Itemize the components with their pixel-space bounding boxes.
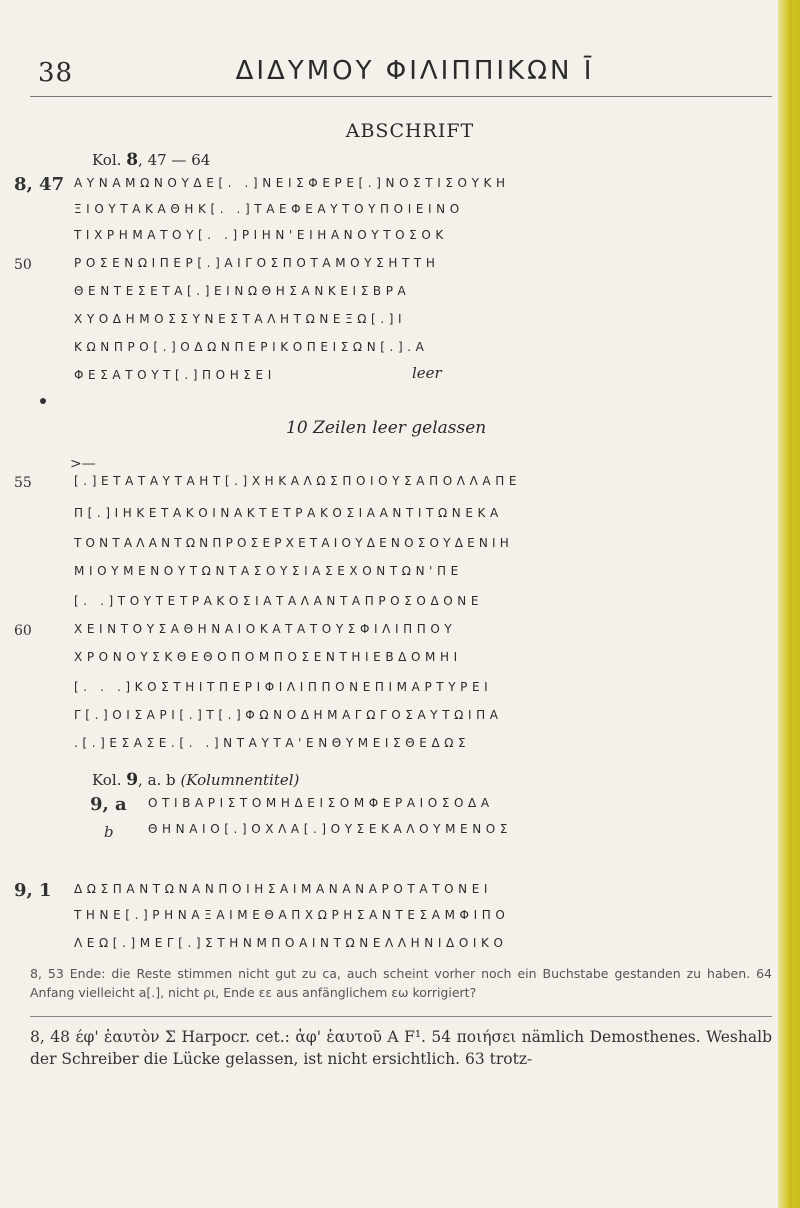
line-number: 8, 47: [14, 174, 65, 195]
transcript-line: [0, 906, 800, 930]
transcript-line: [0, 366, 800, 390]
insertion-arrow-icon: >—: [70, 456, 96, 472]
kol8-heading: [92, 150, 210, 170]
transcript-line: [0, 200, 800, 224]
transcript-line: [0, 472, 800, 496]
line-text: Π[.]ΙΗΚΕΤΑΚΟΙΝΑΚΤΕΤΡΑΚΟΣΙΑΑΝΤΙΤΩΝΕΚΑ: [74, 506, 503, 520]
section-title: ABSCHRIFT: [345, 120, 475, 142]
kol9-number: 9: [126, 770, 139, 790]
line-text: ΤΗΝΕ[.]ΡΗΝΑΞΑΙΜΕΘΑΠΧΩΡΗΣΑΝΤΕΣΑΜΦΙΠΟ: [74, 908, 510, 922]
header-rule: [30, 96, 772, 97]
transcript-line: [0, 592, 800, 616]
line-number: b: [104, 823, 114, 841]
line-text: ΟΤΙΒΑΡΙΣΤΟΜΗΔΕΙΣΟΜΦΕΡΑΙΟΣΟΔΑ: [148, 796, 494, 810]
transcript-line: [0, 706, 800, 730]
line-text: ΘΕΝΤΕΣΕΤΑ[.]ΕΙΝΩΘΗΣΑΝΚΕΙΣΒΡΑ: [74, 284, 411, 298]
page-header: [30, 54, 772, 94]
line-number: 50: [14, 257, 32, 273]
transcript-line: [0, 534, 800, 558]
line-text: ΤΟΝΤΑΛΑΝΤΩΝΠΡΟΣΕΡΧΕΤΑΙΟΥΔΕΝΟΣΟΥΔΕΝΙΗ: [74, 536, 514, 550]
line-text: ΧΕΙΝΤΟΥΣΑΘΗΝΑΙΟΚΑΤΑΤΟΥΣΦΙΛΙΠΠΟΥ: [74, 622, 457, 636]
line-text: ΚΩΝΠΡΟ[.]ΟΔΩΝΠΕΡΙΚΟΠΕΙΣΩΝ[.].Α: [74, 340, 429, 354]
leer-annotation: leer: [412, 364, 442, 382]
commentary-text: 8, 48 έφ' ἑαυτὸν Σ Harpocr. cet.: ἀφ' ἑαυτοῦ A F¹. 54 ποιήσει nämlich Demosthenes. Weshalb der Schreiber die Lücke gelassen, ist nicht ersichtlich. 63 trotz-: [30, 1028, 772, 1068]
transcript-line: [0, 934, 800, 958]
kol9-prefix: Kol.: [92, 771, 122, 789]
transcript-line: [0, 504, 800, 528]
transcript-line: [0, 310, 800, 334]
line-number: 55: [14, 475, 32, 491]
transcript-line: [0, 338, 800, 362]
line-text: ΜΙΟΥΜΕΝΟΥΤΩΝΤΑΣΟΥΣΙΑΣΕΧΟΝΤΩΝ'ΠΕ: [74, 564, 463, 578]
line-text: ΔΩΣΠΑΝΤΩΝΑΝΠΟΙΗΣΑΙΜΑΝΑΝΑΡΟΤΑΤΟΝΕΙ: [74, 882, 493, 896]
gap-note: 10 Zeilen leer gelassen: [286, 418, 487, 438]
line-text: [. . .]ΚΟΣΤΗΙΤΠΕΡΙΦΙΛΙΠΠΟΝΕΠΙΜΑΡΤΥΡΕΙ: [74, 680, 493, 694]
line-text: [. .]ΤΟΥΤΕΤΡΑΚΟΣΙΑΤΑΛΑΝΤΑΠΡΟΣΟΔΟΝΕ: [74, 594, 484, 608]
line-text: ΞΙΟΥΤΑΚΑΘΗΚ[. .]ΤΑΕΦΕΑΥΤΟΥΠΟΙΕΙΝΟ: [74, 202, 464, 216]
running-title: ΔΙΔΥΜΟΥ ΦΙΛΙΠΠΙΚΩΝ Ī: [235, 56, 595, 86]
line-text: .[.]ΕΣΑΣΕ.[. .]ΝΤΑΥΤΑ'ΕΝΘΥΜΕΙΣΘΕΔΩΣ: [74, 736, 471, 750]
apparatus-rule: [30, 1016, 772, 1017]
line-text: ΦΕΣΑΤΟΥΤ[.]ΠΟΗΣΕΙ: [74, 368, 276, 382]
kol9-mid: , a. b: [138, 771, 176, 789]
page-number: 38: [38, 58, 74, 88]
transcript-line: [0, 880, 800, 904]
line-number: 9, a: [90, 794, 127, 815]
line-text: ΡΟΣΕΝΩΙΠΕΡ[.]ΑΙΓΟΣΠΟΤΑΜΟΥΣΗΤΤΗ: [74, 256, 440, 270]
transcript-line: [0, 820, 800, 844]
kol9-heading: [92, 770, 299, 790]
line-text: ΘΗΝΑΙΟ[.]ΟΧΛΑ[.]ΟΥΣΕΚΑΛΟΥΜΕΝΟΣ: [148, 822, 513, 836]
line-text: ΧΡΟΝΟΥΣΚΘΕΘΟΠΟΜΠΟΣΕΝΤΗΙΕΒΔΟΜΗΙ: [74, 650, 462, 664]
line-text: ΧΥΟΔΗΜΟΣΣΥΝΕΣΤΑΛΗΤΩΝΕΞΩ[.]Ι: [74, 312, 407, 326]
line-text: Γ[.]ΟΙΣΑΡΙ[.]Τ[.]ΦΩΝΟΔΗΜΑΓΩΓΟΣΑΥΤΩΙΠΑ: [74, 708, 503, 722]
line-number: 9, 1: [14, 880, 52, 901]
transcript-line: [0, 678, 800, 702]
transcript-line: [0, 226, 800, 250]
transcript-line: [0, 282, 800, 306]
apparatus-note: 8, 53 Ende: die Reste stimmen nicht gut zu ca, auch scheint vorher noch ein Buchstabe gestanden zu haben. 64 Anfang vielleicht a[.], nicht ρι, Ende εε aus anfänglichem εω korrigiert?: [30, 966, 772, 1000]
line-text: [.]ΕΤΑΤΑΥΤΑΗΤ[.]ΧΗΚΑΛΩΣΠΟΙΟΥΣΑΠΟΛΛΑΠΕ: [74, 474, 521, 488]
kol9-column-title: (Kolumnentitel): [180, 771, 300, 789]
kol8-range: , 47 — 64: [138, 151, 211, 169]
bullet-mark: [40, 398, 46, 404]
kol8-number: 8: [126, 150, 139, 170]
line-text: ΛΕΩ[.]ΜΕΓ[.]ΣΤΗΝΜΠΟΑΙΝΤΩΝΕΛΛΗΝΙΔΟΙΚΟ: [74, 936, 508, 950]
line-number: 60: [14, 623, 32, 639]
transcript-line: [0, 620, 800, 644]
transcript-line: [0, 794, 800, 818]
transcript-line: [0, 254, 800, 278]
transcript-line: [0, 562, 800, 586]
kol8-prefix: Kol.: [92, 151, 122, 169]
transcript-line: [0, 648, 800, 672]
line-text: ΑΥΝΑΜΩΝΟΥΔΕ[. .]ΝΕΙΣΦΕΡΕ[.]ΝΟΣΤΙΣΟΥΚΗ: [74, 176, 510, 190]
transcript-line: [0, 174, 800, 198]
line-text: ΤΙΧΡΗΜΑΤΟΥ[. .]ΡΙΗΝ'ΕΙΗΑΝΟΥΤΟΣΟΚ: [74, 228, 448, 242]
transcript-line: [0, 734, 800, 758]
